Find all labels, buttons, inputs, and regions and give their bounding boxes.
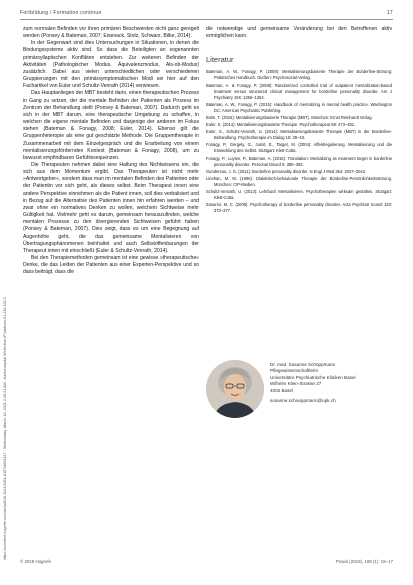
- author-title: Pflegewissenschaftlerin: [270, 368, 319, 374]
- left-column: [23, 26, 199, 548]
- page-number: 17: [386, 10, 393, 16]
- author-street: Wilhelm Klein-Strasse 27: [270, 381, 322, 387]
- body-paragraph: zum normalen Befinden vor ihren primären Beschwerden nicht ganz geregelt werden (Ponsey & Bateman, 2007; Eisenack, Stolz, Schwarz, Bilke, 2014).: [23, 26, 199, 40]
- reference-item: Fonagy, P., Gergely, G., Jurist, E., Target, M. (2004): Affektregulierung, Mentalisierung und die Entwicklung des Selbst. Stuttgart: Klett-Cotta.: [206, 142, 392, 154]
- author-city: 4002 Basel: [270, 387, 293, 393]
- body-paragraph: In der Gegenwart sind dies Untersuchungen in Situationen, in denen die Bindungssysteme aktiv sind. So dass die Beteiligten an sogenannten primärsyllaptischen Konflikten entstehen. Zur weiteren Befinden der Aktivitäten (Pathologischer Modus, Äquivalenzmodus, Als-ob-Modus) zusätzlich. Dabei aus vielen unterschiedlichen oder verschiedenen Gruppierungen mit den primärsymptomatischen Modi sei hier auf den Fachartikel von Euler und Schultz-Venrath (2014) verwiesen.: [23, 40, 199, 90]
- reference-item: Bolm, T. (2015): Mentalisierungsbasierte Therapie (MBT). München: Ernst Reinhardt Verlag.: [206, 114, 373, 120]
- author-info: [206, 360, 392, 430]
- reference-list: [206, 69, 392, 214]
- page-footer: [20, 559, 393, 567]
- reference-item: Euler, S. (2014): Mentalisierungsbasierte Therapie. Psychotherapeut 59: 473–481.: [206, 122, 356, 128]
- reference-item: Fonagy, P., Luyten, P., Bateman, A. (2015): Translation: Mentalizing as treatment target in borderline personality disorder. Personal Disord 6: 380–392.: [206, 155, 392, 167]
- reference-item: Bateman, A. W., Fonagy, P. (2015): Handbook of mentalizing in mental health practice. Washington DC: American Psychiatric Publishing.: [206, 101, 392, 113]
- right-column: [206, 26, 392, 548]
- reference-item: Euler, S., Schultz-Venrath, U. (2014): Mentalisierungsbasierte Therapie (MBT) in der Borderline-Behandlung. Psychotherapie im Dialog 15: 38–43.: [206, 129, 392, 141]
- reference-item: Schultz-Venrath, U. (2013): Lehrbuch Mentalisieren. Psychotherapien wirksam gestalten. Stuttgart: Klett-Cotta.: [206, 189, 392, 201]
- reference-item: Bateman, A. W., Fonagy, P. (2008): Mentalisierungsbasierte Therapie der Borderline-Störung: Praktisches Handbuch. Gießen: Psychosozial-Verlag.: [206, 69, 392, 81]
- reference-item: Zanarini, M. C. (2009): Psychotherapy of borderline personality disorder. Acta Psychiatr Scand 120: 373–377.: [206, 202, 392, 214]
- body-paragraph: Die Therapeuten nehmen dabei eine Haltung des Nichtwissens ein, die sich aus dem Momentum ergibt. Das Therapeuten ist nicht mehr »Antwortgeber«, sondern dass man im mentalen Befinden des Patienten oder der Patientin vor sich geht, als dieses selbst. Beim Therapeut innen eine andere Perspektive einnehmen als die Patient innen, soll dies verbalisiert und in Bezug auf die Alternative des Patienten innen hin erfahren werden – und zwar ohne ein normatives Denken zu wollen, welchem Sichtweise mehr Gültigkeit hat. Vielmehr geht es darum, gemeinsam herauszufinden, welche mentalen Prozesse zu den divergierenden Sichtweisen geführt haben (Ponsey & Bateman, 2007). Dies zeigt, dass es um eine Begegnung auf Augenhöhe geht, die das gemeinsame Mentalisieren von Übertragungsphänomenen beinhaltet und auch Selbstoffenbarungen der Therapeut innen mit einschließt (Euler & Schultz-Venrath, 2014).: [23, 161, 199, 254]
- reference-item: Gunderson, J. G. (2011): Borderline personality disorder. N Engl J Med 364: 2037–2042.: [206, 168, 367, 174]
- author-email[interactable]: susanne.schoeppmann@upk.ch: [270, 398, 336, 404]
- download-watermark-strip: [3, 20, 10, 560]
- author-portrait: [206, 360, 264, 418]
- body-paragraph: Bei den Therapiemethoden gemeinsam ist eine gewisse »therapeutische« Denke, die das Leiden der Patienten aus einer Experten-Perspektive und so dass beiträgt, dass die: [23, 255, 199, 276]
- header-rubric: Fortbildung / Formation continue: [20, 10, 102, 16]
- running-header: [20, 9, 393, 20]
- body-paragraph: Das Hauptanliegen der MBT besteht darin, einen therapeutischen Prozess in Gang zu setzen, der die mentale Befinden der Patienten als Prozess im Zentrum der Behandlung stellt (Ponsey & Bateman, 2007). Dadurch geht es sich in der MBT darum, eine therapeutische Umgebung zu schaffen, in welchen die eigene mentale Befinden und dasjenige der anderen im Fokus stehen (Bateman & Fonagy, 2008; Euler, 2014). Ebenso gilt die Gruppenheteropie als eine gut geschätzte Methode. Die Gruppentherapie in Zusammenarbeit mit dem Einzelgespräch und die Erarbeitung von einem mentalisierungsfördernden Kontext (Bateman & Fonagy, 2008), um zu bewusst empfindbaren Gefühlssequenzen.: [23, 90, 199, 161]
- copyright: © 2019 Hogrefe: [20, 559, 52, 564]
- journal-citation: Praxis (2019), 108 (1): 15–17: [335, 559, 393, 564]
- literature-heading: Literatur: [206, 55, 234, 65]
- reference-item: Linehan, M. M. (1996): Dialektisch-behaviorale Therapie der Borderline-Persönlichkeitsstörung. München: CIP-Medien.: [206, 175, 392, 187]
- body-paragraph: die notwendige und gemeinsame Veränderung bei den Betroffenen aktiv ermöglichen kann.: [206, 26, 392, 40]
- author-institution: Universitäre Psychiatrische Kliniken Basel: [270, 374, 356, 380]
- author-contact: [270, 362, 390, 404]
- author-name: Dr. med. Susanne Schöppmann: [270, 362, 336, 367]
- download-watermark-text: https://econtent.hogrefe.com/doi/pdf/10.1024/1661-8157/a003147 - Wednesday, March 10, 2021 2:39:21 AM - Kantonsspital Winterthur IP Address:91.230.152.3: [3, 297, 7, 560]
- reference-item: Bateman, A. & Fonagy, P. (2009): Randomized controlled trial of outpatient mentalization-based treatment versus structured clinical management for borderline personality disorder. Am J Psychiatry 166: 1355–1364.: [206, 82, 392, 100]
